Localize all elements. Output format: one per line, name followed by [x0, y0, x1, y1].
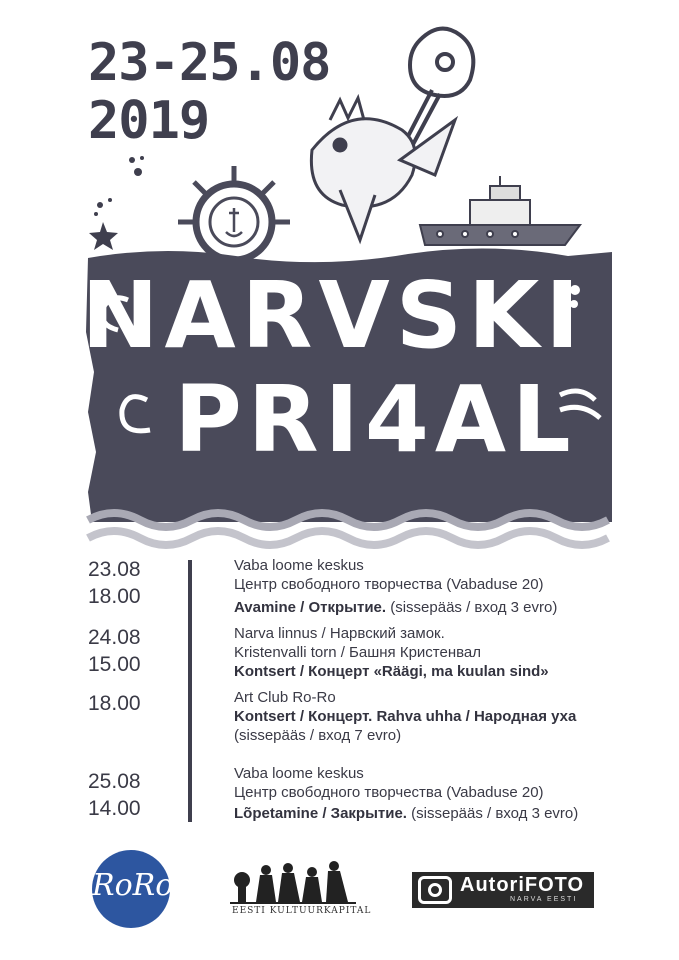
schedule-entry [234, 624, 654, 681]
event-title: Kontsert / Концерт «Räägi, ma kuulan sind» [234, 663, 549, 680]
entry-fee: (sissepääs / вход 3 evro) [406, 805, 579, 822]
venue-line: Art Club Ro-Ro [234, 689, 336, 706]
year: 2019 [88, 91, 210, 151]
roro-logo-text: RoRo [92, 868, 174, 903]
autorifoto-logo [412, 872, 594, 908]
autorifoto-foto: FOTO [524, 874, 585, 896]
schedule-date-block [88, 624, 168, 678]
event-time: 14.00 [88, 797, 141, 820]
autorifoto-subtitle: NARVA EESTI [510, 896, 578, 903]
date-range: 23-25.08 [88, 33, 331, 93]
event-title: Avamine / Открытие. [234, 599, 387, 616]
event-time: 18.00 [88, 585, 141, 608]
event-time: 15.00 [88, 653, 141, 676]
ship-wheel-icon [178, 166, 290, 260]
splatter-decoration [89, 156, 144, 250]
fish-icon [311, 98, 455, 240]
event-line [234, 662, 654, 681]
event-time: 18.00 [88, 692, 141, 715]
kultuurkapital-label: EESTI KULTUURKAPITAL [232, 906, 372, 916]
autorifoto-word: Autori [460, 874, 525, 896]
venue-line: Kristenvalli torn / Башня Кристенвал [234, 644, 482, 661]
entry-fee: (sissepääs / вход 3 evro) [386, 599, 558, 616]
festival-title-line2: PRI4AL [174, 366, 577, 473]
sponsor-logos [0, 840, 679, 950]
venue-line: Vaba loome keskus [234, 557, 364, 574]
festival-title-line1: NARVSKI [81, 262, 586, 369]
event-date: 25.08 [88, 770, 141, 793]
festival-dates [88, 34, 330, 150]
venue-line: Центр свободного творчества (Vabaduse 20) [234, 576, 544, 593]
event-line [234, 804, 654, 823]
schedule-entry [234, 688, 654, 745]
roro-logo [92, 850, 174, 928]
event-line [234, 707, 654, 726]
venue-line: Narva linnus / Нарвский замок. [234, 625, 445, 642]
venue-line: Центр свободного творчества (Vabaduse 20) [234, 784, 544, 801]
event-title: Lõpetamine / Закрытие. [234, 805, 407, 822]
kultuurkapital-logo-icon [230, 850, 360, 906]
boat-icon [420, 176, 580, 245]
entry-fee: (sissepääs / вход 7 evro) [234, 727, 402, 744]
camera-icon [418, 876, 452, 904]
event-line [234, 598, 654, 617]
event-date: 24.08 [88, 626, 141, 649]
schedule-entry [234, 556, 654, 617]
autorifoto-name [460, 874, 584, 897]
schedule-date-block [88, 556, 168, 610]
event-title: Kontsert / Концерт. Rahva uhha / Народная уха [234, 708, 577, 725]
schedule-divider [188, 560, 192, 822]
schedule-entry [234, 764, 654, 823]
event-date: 23.08 [88, 558, 141, 581]
schedule-date-block [88, 690, 168, 717]
schedule-date-block [88, 768, 168, 822]
venue-line: Vaba loome keskus [234, 765, 364, 782]
